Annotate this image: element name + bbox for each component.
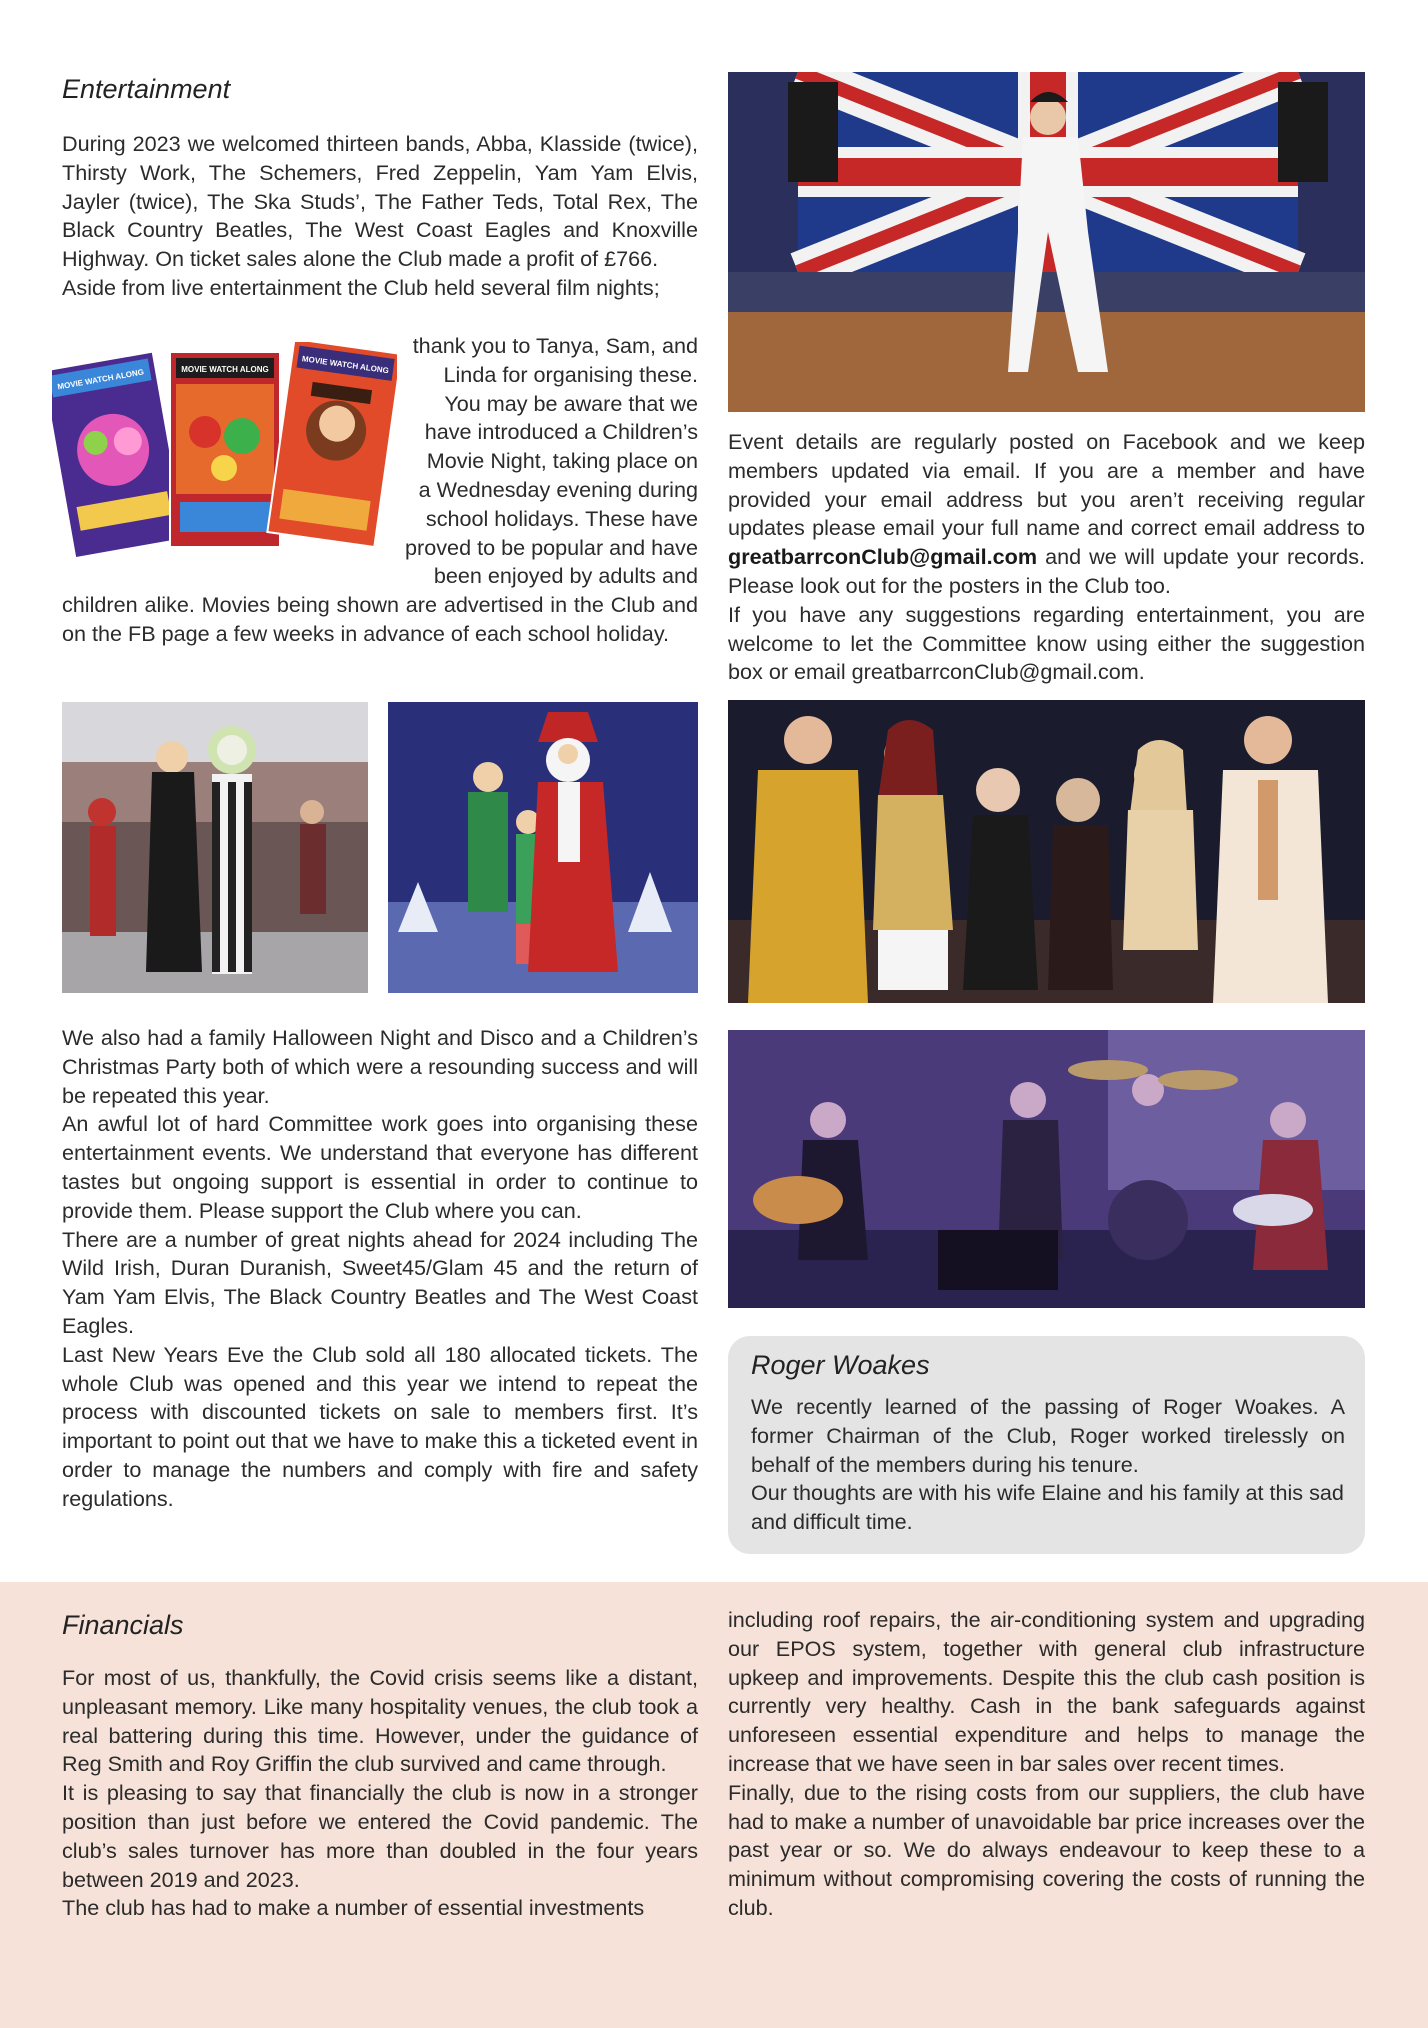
roger-woakes-heading: Roger Woakes: [751, 1350, 930, 1380]
wrap-line: been enjoyed by adults and: [433, 563, 698, 589]
wrap-line: proved to be popular and have: [405, 534, 698, 560]
poster-title: MOVIE WATCH ALONG: [301, 354, 390, 376]
bands-paragraph: During 2023 we welcomed thirteen bands, Abba, Klasside (twice), Thirsty Work, The Schemers, Fred Zeppelin, Yam Yam Elvis, Jayler (twice), The Ska Studs’, The Father Teds, Total Rex, The Black Country Beatles, The West Coast Eagles and Knoxville Highway. On ticket sales alone the Club made a profit of £766.: [62, 131, 698, 272]
abba-tribute-photo: [728, 700, 1365, 1003]
facebook-email-paragraph: [728, 428, 1365, 601]
wrap-line: Movie Night, taking place on: [426, 448, 698, 474]
roger-paragraph-2: Our thoughts are with his wife Elaine and his family at this sad and difficult time.: [751, 1480, 1344, 1535]
new-years-paragraph: Last New Years Eve the Club sold all 180 allocated tickets. The whole Club was opened and this year we intend to repeat the process with discounted tickets on sale to members first. It’s important to point out that we have to make this a ticketed event in order to manage the numbers and comply with fire and safety regulations.: [62, 1341, 698, 1511]
event-details: [728, 428, 1365, 687]
committee-paragraph: An awful lot of hard Committee work goes into organising these entertainment events. We understand that everyone has different tastes but ongoing support is essential in order to continue to provide them. Please support the Club where you can.: [62, 1111, 698, 1223]
christmas-photo: [388, 702, 698, 993]
film-nights-tail-text: children alike. Movies being shown are advertised in the Club and on the FB page a few weeks in advance of each school holiday.: [62, 592, 698, 646]
halloween-photo: [62, 702, 368, 993]
financials-right-column: [728, 1606, 1365, 1923]
entertainment-more: [62, 1024, 698, 1514]
wrap-line: You may be aware that we: [444, 390, 698, 416]
halloween-paragraph: We also had a family Halloween Night and Disco and a Children’s Christmas Party both of which were a resounding success and will be repeated this year.: [62, 1025, 698, 1108]
suggestions-paragraph: If you have any suggestions regarding entertainment, you are welcome to let the Committee know using either the suggestion box or email greatbarrconClub@gmail.com.: [728, 601, 1365, 685]
film-nights-tail: [62, 591, 698, 649]
roger-paragraph-1: We recently learned of the passing of Roger Woakes. A former Chairman of the Club, Roger worked tirelessly on behalf of the members during his tenure.: [751, 1394, 1345, 1477]
wrap-line: have introduced a Children’s: [424, 419, 698, 445]
wrap-line: thank you to Tanya, Sam, and: [412, 333, 698, 358]
entertainment-intro: [62, 130, 698, 303]
elvis-performer-photo: [728, 72, 1365, 412]
wrap-line: a Wednesday evening during: [418, 476, 698, 502]
club-email-link[interactable]: greatbarrconClub@gmail.com: [728, 544, 1038, 570]
financials-left-column: [62, 1664, 698, 1923]
poster-title: MOVIE WATCH ALONG: [181, 365, 269, 374]
investments-continued-paragraph: including roof repairs, the air-conditioning system and upgrading our EPOS system, together with general club infrastructure upkeep and improvements. Despite this the club cash position is currently very healthy. Cash in the bank safeguards against unforeseen essential expenditure and helps to manage the increase that we have seen in bar sales over recent times.: [728, 1607, 1365, 1776]
facebook-email-end: and we will update your records. Please look out for the posters in the Club too.: [728, 544, 1365, 598]
band-performance-photo: [728, 1030, 1365, 1308]
covid-paragraph: For most of us, thankfully, the Covid crisis seems like a distant, unpleasant memory. Like many hospitality venues, the club took a real battering during this time. However, under the guidance of Reg Smith and Roy Griffin the club survived and came through.: [62, 1665, 698, 1777]
wrap-line: Linda for organising these.: [443, 361, 698, 387]
investments-paragraph: The club has had to make a number of essential investments: [62, 1895, 645, 1921]
wrap-line: school holidays. These have: [425, 505, 698, 531]
stronger-position-paragraph: It is pleasing to say that financially the club is now in a stronger position than just before we entered the Covid pandemic. The club’s sales turnover has more than doubled in the four years between 2019 and 2023.: [62, 1780, 698, 1892]
poster-title: MOVIE WATCH ALONG: [56, 367, 145, 392]
roger-woakes-text: [751, 1393, 1345, 1537]
price-increase-paragraph: Finally, due to the rising costs from our suppliers, the club have had to make a number of unavoidable bar price increases over the past year or so. We do always endeavour to keep these to a minimum without compromising covering the costs of running the club.: [728, 1779, 1365, 1920]
entertainment-heading: Entertainment: [62, 74, 231, 104]
facebook-email-text: Event details are regularly posted on Facebook and we keep members updated via email. If you are a member and have provided your email address but you aren’t receiving regular updates please email your full name and correct email address to: [728, 429, 1365, 541]
financials-heading: Financials: [62, 1610, 184, 1640]
upcoming-paragraph: There are a number of great nights ahead for 2024 including The Wild Irish, Duran Duranish, Sweet45/Glam 45 and the return of Yam Yam Elvis, The Black Country Beatles and The West Coast Eagles.: [62, 1226, 698, 1338]
film-nights-lead: Aside from live entertainment the Club held several film nights;: [62, 274, 660, 300]
movie-posters-image: [52, 342, 397, 564]
